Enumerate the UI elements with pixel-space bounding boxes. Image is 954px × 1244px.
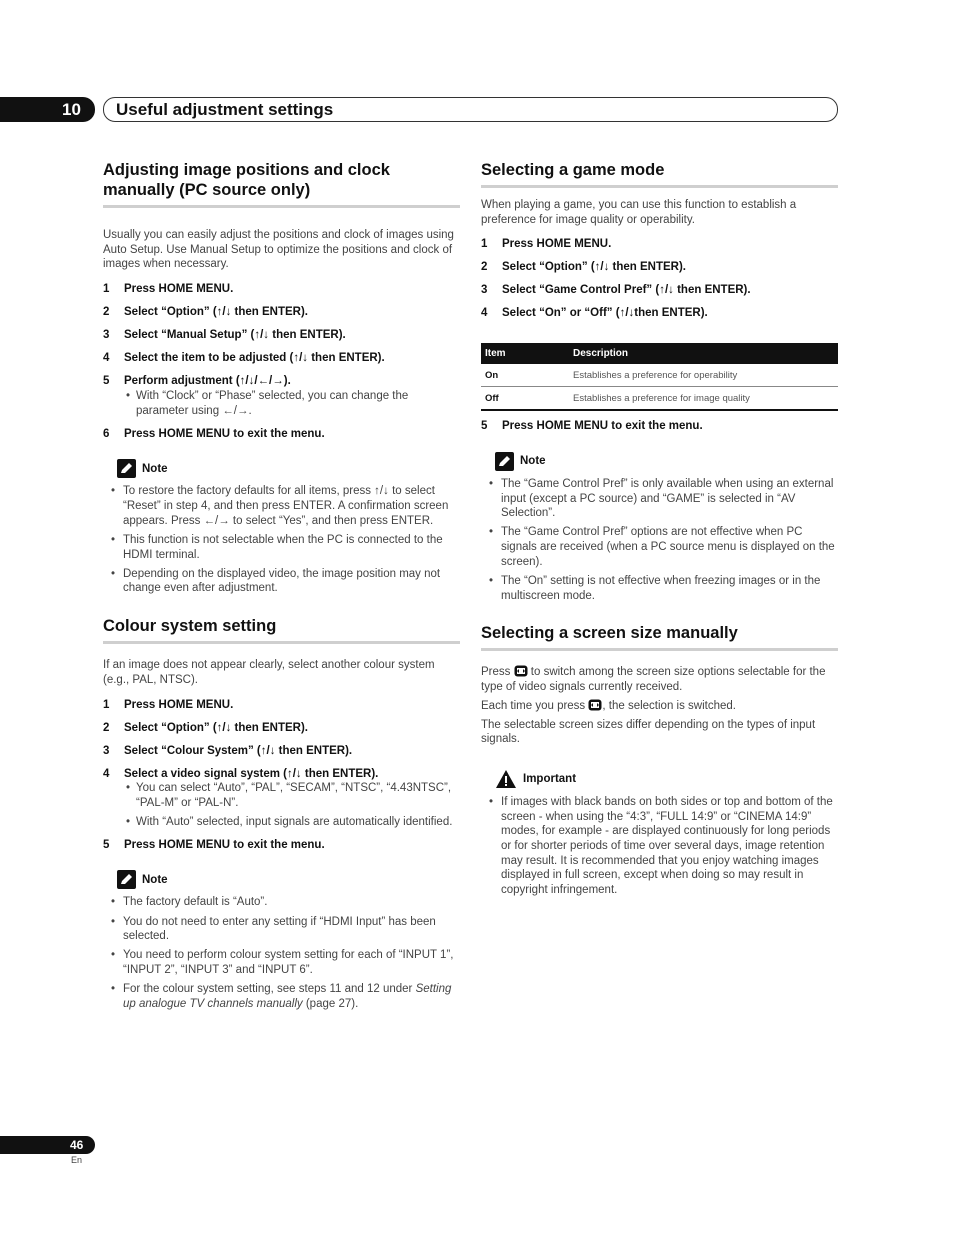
page-number: 46 — [0, 1136, 95, 1154]
step-subnote: • With “Auto” selected, input signals are automatically identified. — [124, 815, 460, 830]
right-column — [481, 160, 838, 902]
notes-list — [103, 484, 460, 596]
chapter-tab — [0, 97, 95, 122]
table-cell: Off — [481, 387, 569, 411]
chapter-header — [103, 97, 838, 122]
table-cell: Establishes a preference for image quality — [569, 387, 838, 411]
step: 5 Perform adjustment (↑/↓/←/→). • With “Clock” or “Phase” selected, you can change the parameter using ←/→. — [103, 374, 460, 418]
left-column — [103, 160, 460, 1016]
paragraph: Press to switch among the screen size options selectable for the type of video signals currently received. — [481, 666, 826, 694]
section-title-colour-system: Colour system setting — [103, 616, 460, 644]
step: 1 Press HOME MENU. — [103, 698, 234, 711]
note-item: • You do not need to enter any setting if “HDMI Input” has been selected. — [111, 915, 460, 944]
step: 4 Select the item to be adjusted (↑/↓ then ENTER). — [103, 352, 385, 365]
note-heading: Note — [117, 870, 460, 889]
section-intro: Usually you can easily adjust the positions and clock of images using Auto Setup. Use Manual Setup to optimize the positions and clock of images when necessary. — [103, 229, 454, 271]
note-item: • The “Game Control Pref” is only available when using an external input (except a PC source) and “GAME” is selected in “AV Selection”. — [489, 477, 838, 521]
step: 5 Press HOME MENU to exit the menu. — [103, 838, 325, 851]
note-pencil-icon — [495, 452, 514, 471]
step: 3 Select “Manual Setup” (↑/↓ then ENTER). — [103, 329, 346, 342]
step: 3 Select “Colour System” (↑/↓ then ENTER). — [103, 744, 353, 757]
table-cell: Establishes a preference for operability — [569, 364, 838, 387]
note-item: • This function is not selectable when the PC is connected to the HDMI terminal. — [111, 533, 460, 562]
step: 5 Press HOME MENU to exit the menu. — [481, 420, 703, 433]
step: 2 Select “Option” (↑/↓ then ENTER). — [103, 306, 309, 319]
note-item: • The “Game Control Pref” options are not effective when PC signals are received (when a PC source menu is displayed on the screen). — [489, 525, 838, 569]
paragraph: Each time you press , the selection is switched. — [481, 699, 736, 712]
step: 6 Press HOME MENU to exit the menu. — [103, 427, 325, 440]
warning-icon — [495, 769, 517, 789]
important-item: • If images with black bands on both sides or top and bottom of the screen - when using the “4:3”, “FULL 14:9” or “CINEMA 14:9” modes, for example - are displayed continuously for long periods or for shorter periods of time over several days, image retention may result. It is recommended that you enjoy watching images displayed in full screen, except when doing so may result in copyright infringement. — [489, 795, 838, 898]
table-row — [481, 387, 838, 411]
note-pencil-icon — [117, 459, 136, 478]
note-item: • The factory default is “Auto”. — [111, 895, 460, 910]
steps-list — [103, 698, 460, 853]
note-item: • The “On” setting is not effective when freezing images or in the multiscreen mode. — [489, 574, 838, 603]
table-header-row — [481, 343, 838, 364]
table-cell: On — [481, 364, 569, 387]
note-heading: Note — [117, 459, 460, 478]
screen-size-button-icon — [588, 699, 602, 711]
step: 1 Press HOME MENU. — [481, 238, 612, 251]
table-header: Item — [481, 343, 569, 364]
step-subnote: • You can select “Auto”, “PAL”, “SECAM”, “NTSC”, “4.43NTSC”, “PAL-M” or “PAL-N”. — [124, 781, 460, 810]
step: 3 Select “Game Control Pref” (↑/↓ then ENTER). — [481, 284, 751, 297]
section-title-game-mode: Selecting a game mode — [481, 160, 838, 188]
steps-list — [481, 419, 838, 434]
cross-reference: Setting up analogue TV channels manually — [123, 983, 452, 1011]
table-header: Description — [569, 343, 838, 364]
step-subnote: • With “Clock” or “Phase” selected, you can change the parameter using ←/→. — [124, 389, 460, 418]
steps-list — [481, 237, 838, 321]
step: 1 Press HOME MENU. — [103, 283, 234, 296]
step: 2 Select “Option” (↑/↓ then ENTER). — [481, 261, 687, 274]
important-heading: Important — [495, 769, 838, 789]
note-pencil-icon — [117, 870, 136, 889]
note-item: • Depending on the displayed video, the image position may not change even after adjustment. — [111, 567, 460, 596]
step: 2 Select “Option” (↑/↓ then ENTER). — [103, 721, 309, 734]
notes-list — [481, 477, 838, 604]
section-title-image-positions: Adjusting image positions and clock manually (PC source only) — [103, 160, 460, 208]
note-item: • To restore the factory defaults for all items, press ↑/↓ to select “Reset” in step 4, and then press ENTER. A confirmation screen appears. Press ←/→ to select “Yes”, and then press ENTER. — [111, 484, 460, 528]
language-code: En — [71, 1155, 83, 1165]
screen-size-button-icon — [514, 665, 528, 677]
notes-list — [103, 895, 460, 1011]
note-item: • For the colour system setting, see steps 11 and 12 under Setting up analogue TV channels manually (page 27). — [111, 982, 460, 1011]
section-title-screen-size: Selecting a screen size manually — [481, 623, 838, 651]
table-row — [481, 364, 838, 387]
step: 4 Select a video signal system (↑/↓ then ENTER). • You can select “Auto”, “PAL”, “SECAM”, “NTSC”, “4.43NTSC”, “PAL-M” or “PAL-N”. • With “Auto” selected, input signals are automatically identified. — [103, 767, 460, 830]
step: 4 Select “On” or “Off” (↑/↓then ENTER). — [481, 307, 708, 320]
steps-list — [103, 282, 460, 441]
section-intro: If an image does not appear clearly, select another colour system (e.g., PAL, NTSC). — [103, 659, 435, 686]
game-mode-table — [481, 343, 838, 411]
chapter-title: Useful adjustment settings — [116, 100, 334, 119]
paragraph: The selectable screen sizes differ depending on the types of input signals. — [481, 718, 816, 746]
note-heading: Note — [495, 452, 838, 471]
important-list — [481, 795, 838, 898]
chapter-number: 10 — [62, 100, 81, 119]
section-intro: When playing a game, you can use this function to establish a preference for image quality or operability. — [481, 199, 797, 226]
note-item: • You need to perform colour system setting for each of “INPUT 1”, “INPUT 2”, “INPUT 3” and “INPUT 6”. — [111, 948, 460, 977]
